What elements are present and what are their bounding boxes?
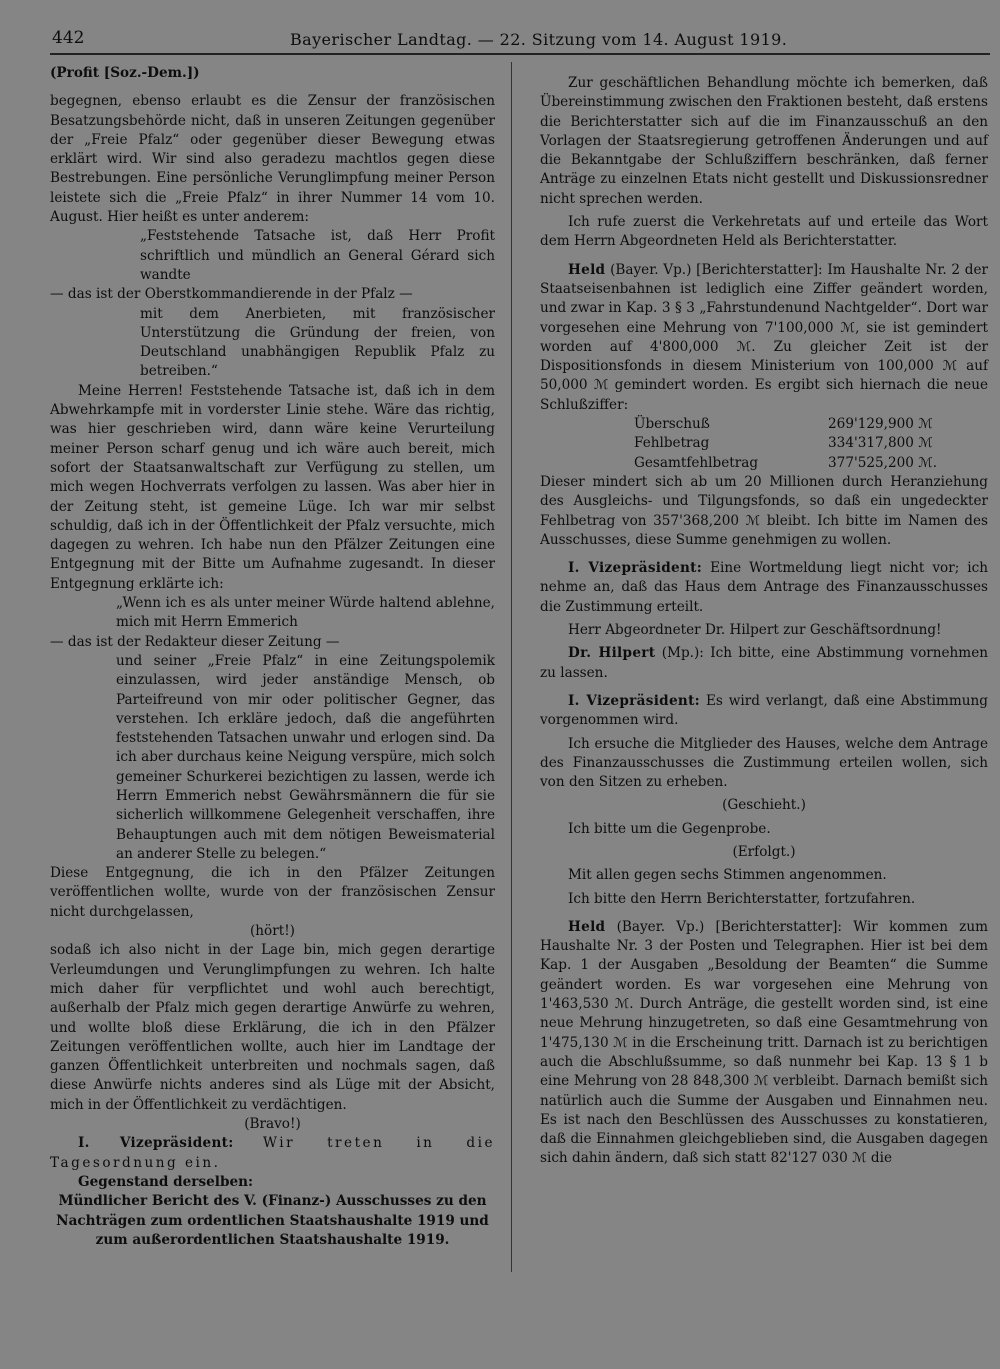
quote: „Wenn ich es als unter meiner Würde haltend ablehne, mich mit Herrn Emmerich [116,595,495,631]
quote: mit dem Anerbieten, mit französischer Unterstützung die Gründung der freien, von Deutschland unabhängigen Republik Pfalz zu betreiben.“ [140,305,495,380]
table-cell: 269'129,900 ℳ [828,416,933,433]
header-rule [50,53,990,55]
speech-text: Es wird verlangt, daß eine Abstimmung vorgenommen wird. [540,692,989,729]
paragraph: Ich rufe zuerst die Verkehretats auf und erteile das Wort dem Herrn Abgeordneten Held als Berichterstatter. [540,214,988,250]
speech-text: (Bayer. Vp.) [Berichterstatter]: Wir kommen zum Haushalte Nr. 3 der Posten und Telegraphen. Hier ist bei dem Kap. 1 der Ausgaben „Besoldung der Beamten“ die Summe geändert worden. Es war vorgesehen eine Mehrung von 1'463,530 ℳ. Durch Anträge, die gestellt worden sind, ist eine neue Mehrung hinzugetreten, so daß eine Gesamtmehrung von 1'475,130 ℳ in die Erscheinung tritt. Darnach ist zu berichtigen auch die Abschlußsumme, so daß nunmehr bei Kap. 13 § 1 b eine Mehrung von 28 848,300 ℳ verbleibt. Darnach bemißt sich natürlich auch die Summe der Ausgaben und Einnahmen neu. Es ist nach den Beschlüssen des Ausschusses zu konstatieren, daß die Einnahmen gleichgeblieben sind, die Ausgaben dagegen sich dahin ändern, daß sich statt 82'127 030 ℳ die [540,918,988,1167]
table-row [634,434,955,453]
left-column [50,64,495,1250]
speech [540,559,988,617]
right-column [540,74,988,1169]
paragraph: Diese Entgegnung, die ich in den Pfälzer Zeitungen veröffentlichen wollte, wurde von der französischen Zensur nicht durchgelassen, [50,865,495,920]
table-cell: Fehlbetrag [634,435,710,452]
speech-text: Wir treten in die Tagesordnung ein. [50,1135,495,1171]
speaker-tag: (Profit [Soz.-Dem.]) [50,65,200,81]
interjection: (Geschieht.) [722,797,806,814]
paragraph: begegnen, ebenso erlaubt es die Zensur der französischen Besatzungsbehörde nicht, daß in unseren Zeitungen gegenüber der „Freie Pfalz“ oder gegenüber dieser Bewegung etwas erklärt wird. Wir sind also geradezu machtlos gegen diese Bestrebungen. Eine persönliche Verunglimpfung meiner Person leistete sich die „Freie Pfalz“ in ihrer Nummer 14 vom 10. August. Hier heißt es unter anderem: [50,93,495,226]
table-row [634,454,955,473]
speech [540,644,988,683]
speaker-name: I. Vizepräsident: [568,692,701,709]
speaker-name: Dr. Hilpert [568,645,656,662]
paragraph: Zur geschäftlichen Behandlung möchte ich bemerken, daß Übereinstimmung zwischen den Fraktionen besteht, daß erstens die Berichterstatter sich auf die im Finanzausschuß an den Vorlagen der Staatsregierung getroffenen Änderungen und auf die Bekanntgabe der Schlußziffern beschränken, daß ferner Anträge zu einzelnen Etats nicht gestellt und Diskussionsredner nicht sprechen werden. [540,75,988,207]
speech-text: (Mp.): Ich bitte, eine Abstimmung vornehmen zu lassen. [540,645,988,681]
speaker-name: Held [568,261,606,278]
page-number: 442 [52,28,85,48]
table-cell: 377'525,200 ℳ. [828,454,938,471]
speech [540,261,988,415]
interjection: (hört!) [250,923,295,940]
paragraph: sodaß ich also nicht in der Lage bin, mich gegen derartige Verleumdungen und Verunglimpfungen zu wehren. Ich halte mich daher für verpflichtet und wohl auch berechtigt, außerhalb der Pfalz mich gegen derartige Anwürfe zu wehren, und wollte bloß diese Erklärung, die ich in den Pfälzer Zeitungen veröffentlichen wollte, auch hier im Landtage der ganzen Öffentlichkeit unterbreiten und nochmals sagen, daß diese Anwürfe nichts anderes sind als Lüge mit der Absicht, mich in der Öffentlichkeit zu verdächtigen. [50,942,495,1113]
interjection: (Bravo!) [244,1116,301,1133]
figures-table [634,415,955,473]
paragraph: Ich bitte den Herrn Berichterstatter, fortzufahren. [568,890,916,907]
speaker-name: Held [568,918,606,935]
quote-aside: — das ist der Redakteur dieser Zeitung — [50,633,340,650]
running-title: Bayerischer Landtag. — 22. Sitzung vom 14. August 1919. [290,30,788,49]
agenda-heading: Gegenstand derselben: [78,1173,253,1190]
table-cell: Gesamtfehlbetrag [634,454,759,471]
table-cell: Überschuß [634,416,710,433]
paragraph: Ich bitte um die Gegenprobe. [568,820,771,837]
paragraph: Ich ersuche die Mitglieder des Hauses, welche dem Antrage des Finanzausschusses die Zustimmung erteilen wollen, sich von den Sitzen zu erheben. [540,735,988,791]
paragraph: Herr Abgeordneter Dr. Hilpert zur Geschäftsordnung! [568,622,942,639]
interjection: (Erfolgt.) [732,843,796,860]
table-cell: 334'317,800 ℳ [828,435,933,452]
table-row [634,415,955,434]
paragraph: Mit allen gegen sechs Stimmen angenommen. [568,867,887,884]
speech [50,1134,495,1173]
quote-aside: — das ist der Oberstkommandierende in der Pfalz — [50,286,413,303]
agenda-item: Mündlicher Bericht des V. (Finanz-) Ausschusses zu den Nachträgen zum ordentlichen Staatshaushalte 1919 und zum außerordentlichen Staatshaushalte 1919. [56,1193,489,1248]
paragraph: Meine Herren! Feststehende Tatsache ist, daß ich in dem Abwehrkampfe mit in vorderster Linie stehe. Wäre das richtig, was hier geschrieben wird, dann wäre keine Verurteilung meiner Person scharf genug und ich wäre auch bereit, mich sofort der Staatsanwaltschaft zur Verfügung zu stellen, um mich wegen Hochverrats verfolgen zu lassen. Was aber hier in der Zeitung steht, ist gemeine Lüge. Ich war mir selbst schuldig, daß ich in der Öffentlichkeit der Pfalz versuchte, mich dagegen zu wehren. Ich habe nun den Pfälzer Zeitungen eine Entgegnung mit der Bitte um Aufnahme zugesandt. In dieser Entgegnung erklärte ich: [50,382,495,592]
speaker-name: I. Vizepräsident: [78,1135,234,1152]
quote: und seiner „Freie Pfalz“ in eine Zeitungspolemik einzulassen, wird jeder anständige Mensch, ob Parteifreund von mir oder politischer Gegner, das verstehen. Ich erkläre jedoch, daß die angeführten feststehenden Tatsachen unwahr und erlogen sind. Da ich aber durchaus keine Neigung verspüre, mich solch gemeiner Schurkerei bezichtigen zu lassen, werde ich Herrn Emmerich nebst Gewährsmännern die für sie sicherlich willkommene Gelegenheit verschaffen, ihre Behauptungen auch mit dem nötigen Beweismaterial an anderer Stelle zu belegen.“ [116,652,495,862]
speech-text: Eine Wortmeldung liegt nicht vor; ich nehme an, daß das Haus dem Antrage des Finanzausschusses die Zustimmung erteilt. [540,560,989,615]
column-divider [511,62,512,1272]
quote: „Feststehende Tatsache ist, daß Herr Profit schriftlich und mündlich an General Gérard sich wandte [140,228,495,283]
speech-text: (Bayer. Vp.) [Berichterstatter]: Im Haushalte Nr. 2 der Staatseisenbahnen ist lediglich eine Ziffer geändert worden, und zwar in Kap. 3 § 3 „Fahrstundenund Nachtgelder“. Dort war vorgesehen eine Mehrung von 7'100,000 ℳ, sie ist gemindert worden auf 4'800,000 ℳ. Zu gleicher Zeit ist der Dispositionsfonds in diesem Ministerium von 100,000 ℳ auf 50,000 ℳ gemindert worden. Es ergibt sich hiernach die neue Schlußziffer: [540,261,988,413]
speaker-name: I. Vizepräsident: [568,560,703,577]
paragraph: Dieser mindert sich ab um 20 Millionen durch Heranziehung des Ausgleichs- und Tilgungsfonds, so daß ein ungedeckter Fehlbetrag von 357'368,200 ℳ bleibt. Ich bitte im Namen des Ausschusses, diese Summe genehmigen zu wollen. [540,473,988,548]
speech [540,692,988,731]
speech [540,918,988,1169]
